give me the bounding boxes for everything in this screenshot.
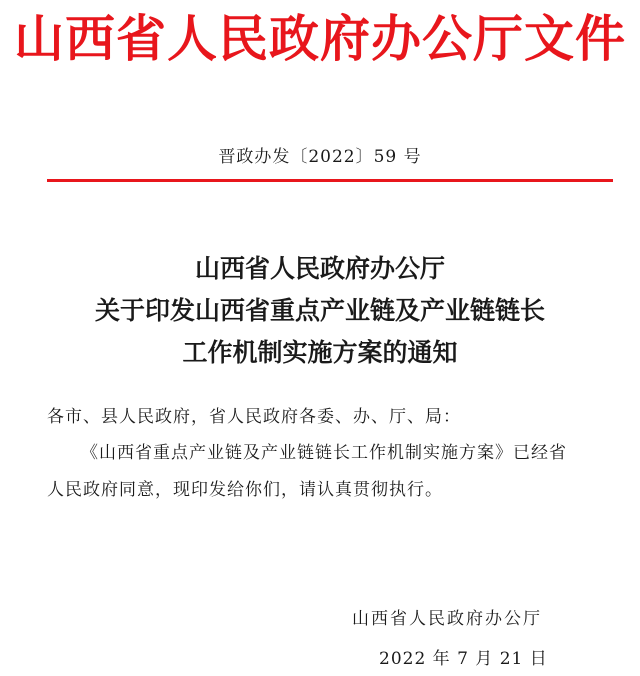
notice-title bbox=[0, 248, 640, 374]
title-line-3: 工作机制实施方案的通知 bbox=[182, 338, 458, 367]
red-divider-line bbox=[47, 179, 613, 182]
body-paragraph-line-2: 人民政府同意，现印发给你们，请认真贯彻执行。 bbox=[47, 480, 443, 500]
body-paragraph-line-1: 《山西省重点产业链及产业链链长工作机制实施方案》已经省 bbox=[81, 443, 567, 463]
title-line-2: 关于印发山西省重点产业链及产业链链长 bbox=[94, 296, 545, 325]
masthead-title: 山西省人民政府办公厅文件 bbox=[14, 9, 626, 68]
document-number: 晋政办发〔2022〕59 号 bbox=[218, 147, 422, 167]
issuer-signature: 山西省人民政府办公厅 bbox=[352, 609, 542, 629]
issue-date: 2022 年 7 月 21 日 bbox=[379, 649, 548, 669]
title-line-1: 山西省人民政府办公厅 bbox=[194, 254, 445, 283]
salutation: 各市、县人民政府，省人民政府各委、办、厅、局： bbox=[47, 407, 461, 427]
